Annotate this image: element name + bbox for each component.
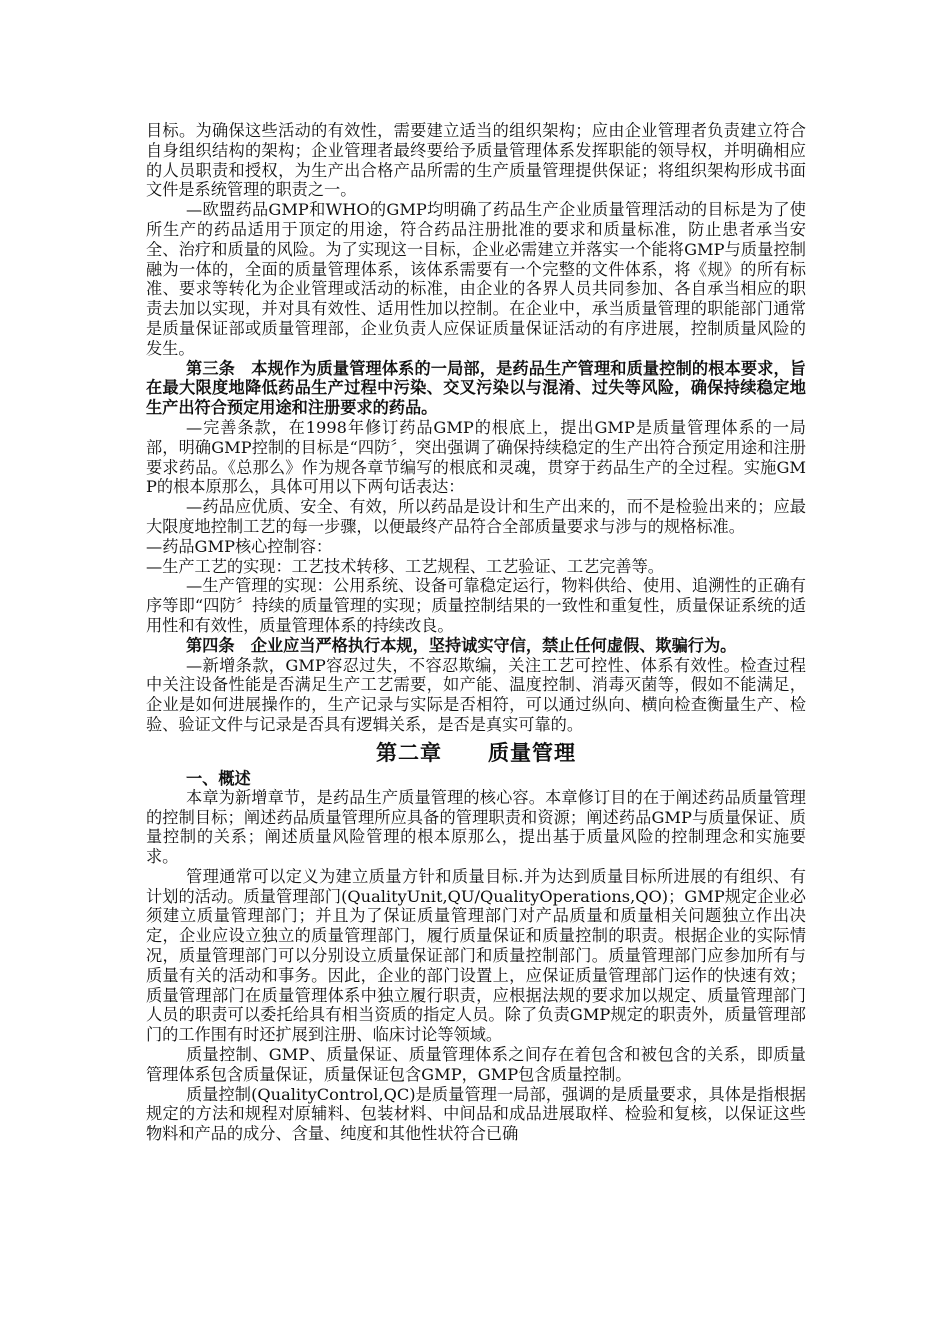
paragraph: —药品应优质、安全、有效，所以药品是设计和生产出来的，而不是检验出来的；应最大限度地控制工艺的每一步骤，以便最终产品符合全部质量要求与涉与的规格标准。 [146, 497, 806, 536]
paragraph: —生产管理的实现：公用系统、设备可靠稳定运行，物料供给、使用、追溯性的正确有序等即“四防〞持续的质量管理的实现；质量控制结果的一致性和重复性，质量保证系统的适用性和有效性，质量管理体系的持续改良。 [146, 576, 806, 635]
article-3: 第三条 本规作为质量管理体系的一局部，是药品生产管理和质量控制的根本要求，旨在最大限度地降低药品生产过程中污染、交叉污染以与混淆、过失等风险，确保持续稳定地生产出符合预定用途和注册要求的药品。 [146, 358, 806, 418]
document-page [146, 121, 806, 1144]
paragraph: 质量控制、GMP、质量保证、质量管理体系之间存在着包含和被包含的关系，即质量管理体系包含质量保证，质量保证包含GMP，GMP包含质量控制。 [146, 1045, 806, 1084]
article-4: 第四条 企业应当严格执行本规，坚持诚实守信，禁止任何虚假、欺骗行为。 [186, 635, 737, 655]
paragraph: 管理通常可以定义为建立质量方针和质量目标.并为达到质量目标所进展的有组织、有计划的活动。质量管理部门(QualityUnit,QU/QualityOperations,QO)；GMP规定企业必须建立质量管理部门；并且为了保证质量管理部门对产品质量和质量相关问题独立作出决定，企业应设立独立的质量管理部门，履行质量保证和质量控制的职责。根据企业的实际情况，质量管理部门可以分别设立质量保证部门和质量控制部门。质量管理部门应参加所有与质量有关的活动和事务。因此，企业的部门设置上，应保证质量管理部门运作的快速有效；质量管理部门在质量管理体系中独立履行职责，应根据法规的要求加以规定、质量管理部门人员的职责可以委托给具有相当资质的指定人员。除了负责GMP规定的职责外，质量管理部门的工作围有时还扩展到注册、临床讨论等领域。 [146, 866, 806, 1045]
chapter-number: 第二章 [376, 739, 442, 765]
chapter-title: 质量管理 [488, 739, 576, 765]
paragraph: —新增条款，GMP容忍过失，不容忍欺编，关注工艺可控性、体系有效性。检查过程中关注设备性能是否满足生产工艺需要，如产能、温度控制、消毒灭菌等，假如不能满足，企业是如何进展操作的，生产记录与实际是否相符，可以通过纵向、横向检查衡量生产、检验、验证文件与记录是否具有逻辑关系，是否是真实可靠的。 [146, 655, 806, 734]
paragraph: —完善条款，在1998年修订药品GMP的根底上，提出GMP是质量管理体系的一局部，明确GMP控制的目标是“四防〞，突出强调了确保持续稳定的生产出符合预定用途和注册要求药品。《总那么》作为规各章节编写的根底和灵魂，贯穿于药品生产的全过程。实施GMP的根本原那么，具体可用以下两句话表达： [146, 417, 806, 497]
list-item: —生产工艺的实现：工艺技术转移、工艺规程、工艺验证、工艺完善等。 [146, 556, 664, 576]
list-item: —药品GMP核心控制容： [146, 536, 333, 556]
paragraph: 本章为新增章节，是药品生产质量管理的核心容。本章修订目的在于阐述药品质量管理的控制目标；阐述药品质量管理所应具备的管理职责和资源；阐述药品GMP与质量保证、质量控制的关系；阐述质量风险管理的根本原那么，提出基于质量风险的控制理念和实施要求。 [146, 787, 806, 867]
chapter-heading [146, 739, 806, 767]
paragraph: 目标。为确保这些活动的有效性，需要建立适当的组织架构；应由企业管理者负责建立符合自身组织结构的架构；企业管理者最终要给予质量管理体系发挥职能的领导权，并明确相应的人员职责和授权，为生产出合格产品所需的生产质量管理提供保证；将组织架构形成书面文件是系统管理的职责之一。 [146, 121, 806, 200]
paragraph: 质量控制(QualityControl,QC)是质量管理一局部，强调的是质量要求，具体是指根据规定的方法和规程对原辅料、包装材料、中间品和成品进展取样、检验和复核，以保证这些物料和产品的成分、含量、纯度和其他性状符合已确 [146, 1084, 806, 1144]
section-heading: 一、概述 [186, 768, 251, 788]
paragraph: —欧盟药品GMP和WHO的GMP均明确了药品生产企业质量管理活动的目标是为了使所生产的药品适用于顶定的用途，符合药品注册批准的要求和质量标准，防止患者承当安全、治疗和质量的风险。为了实现这一目标，企业必需建立并落实一个能将GMP与质量控制融为一体的，全面的质量管理体系，该体系需要有一个完整的文件体系，将《规》的所有标准、要求等转化为企业管理或活动的标准，由企业的各界人员共同参加、各自承当相应的职责去加以实现，并对具有效性、适用性加以控制。在企业中，承当质量管理的职能部门通常是质量保证部或质量管理部，企业负责人应保证质量保证活动的有序进展，控制质量风险的发生。 [146, 200, 806, 358]
